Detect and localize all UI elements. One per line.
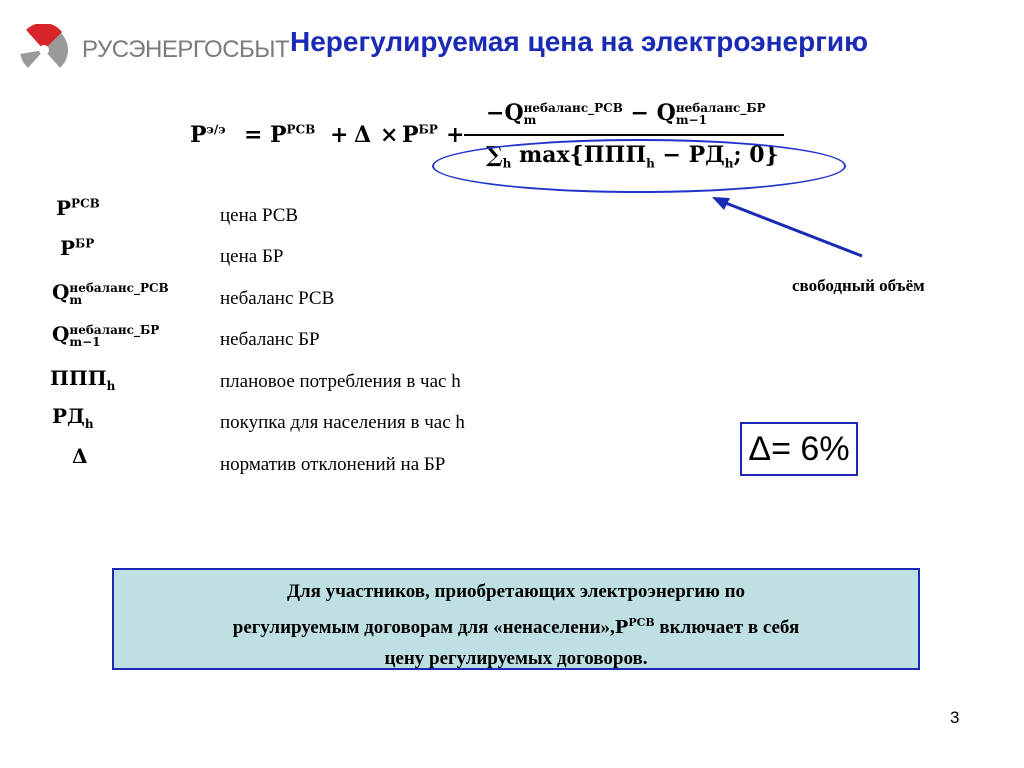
formula-p-rsv: $P^{РСВ}$ [270, 122, 316, 148]
legend-desc-q-rsv: небаланс РСВ [220, 288, 335, 309]
free-volume-label: свободный объём [792, 276, 925, 295]
legend-symbol-ppp: $ППП_h$ [50, 366, 116, 393]
pointer-arrow-icon [700, 190, 880, 270]
legend-desc-p-rsv: цена РСВ [220, 205, 299, 226]
note-symbol-p-rsv: $P^{РСВ}$ [614, 616, 655, 638]
legend-symbol-q-rsv: Q небаланс_РСВ m [52, 280, 169, 307]
formula-times: × [380, 122, 399, 148]
logo-text: РУСЭНЕРГОСБЫТ [82, 36, 290, 63]
page-number: 3 [950, 708, 960, 727]
legend-symbol-rd: $РД_h$ [52, 404, 94, 431]
legend-symbol-delta: Δ [72, 444, 88, 468]
slide-title: Нерегулируемая цена на электроэнергию [290, 26, 868, 57]
formula-equals: = [244, 122, 263, 148]
note-line-1: Для участников, приобретающих электроэнергию по [286, 581, 746, 602]
legend-desc-ppp: плановое потребления в час h [220, 371, 461, 392]
formula-denominator: $\sum_h$ $\max\{ППП_h - РД_h$; 0} [486, 142, 779, 171]
company-logo [18, 24, 290, 80]
note-box [112, 568, 920, 670]
free-volume-highlight [432, 139, 846, 193]
legend-symbol-p-rsv: $P^{РСВ}$ [56, 196, 100, 220]
formula-plus-2: + [446, 122, 465, 148]
legend-desc-rd: покупка для населения в час h [220, 412, 465, 433]
formula-numerator: −Q небаланс_РСВ m − Q небаланс_БР m−1 [486, 100, 766, 127]
note-line-3: цену регулируемых договоров. [384, 648, 648, 669]
delta-value-box: Δ= 6% [740, 422, 858, 476]
legend-desc-delta: норматив отклонений на БР [220, 454, 446, 475]
formula-lhs: $P^{э/э}$ [190, 122, 226, 148]
formula-delta: Δ [354, 122, 372, 148]
formula-plus: + [330, 122, 349, 148]
logo-mark-icon [18, 24, 70, 76]
legend-desc-q-br: небаланс БР [220, 329, 320, 350]
fraction-line [464, 134, 784, 136]
note-line-2: регулируемым договорам для «$ненаселени»,P^{РСВ}$ включает в себя [232, 616, 800, 638]
legend-desc-p-br: цена БР [220, 246, 284, 267]
formula-p-br: $P^{БР}$ [402, 122, 438, 148]
legend-symbol-q-br: Q небаланс_БР m−1 [52, 322, 160, 349]
legend-symbol-p-br: $P^{БР}$ [60, 236, 95, 260]
